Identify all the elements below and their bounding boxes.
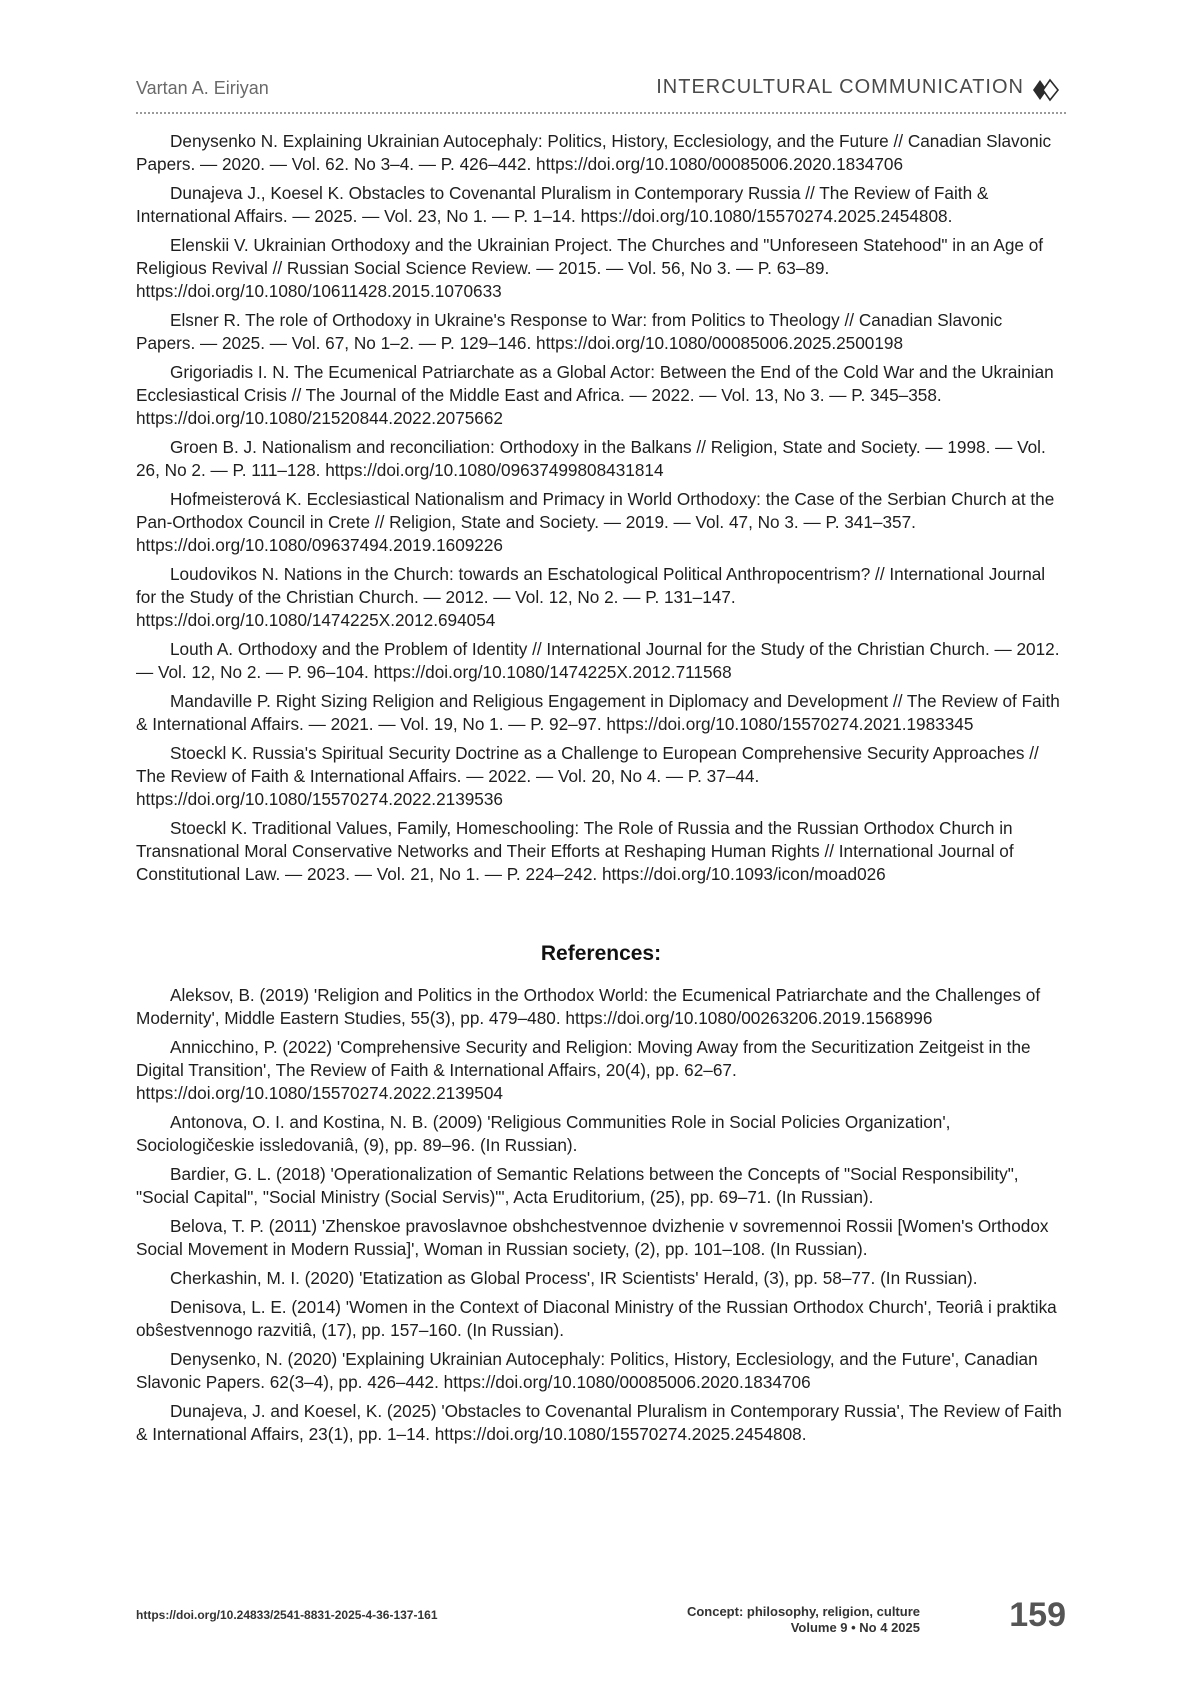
reference-entry: Dunajeva J., Koesel K. Obstacles to Covenantal Pluralism in Contemporary Russia // The Review of Faith & International Affairs. — 2025. — Vol. 23, No 1. — P. 1–14. https://doi.org/10.1080/15570274.2025.2454808. [136,183,989,226]
reference-entry: Denysenko, N. (2020) 'Explaining Ukrainian Autocephaly: Politics, History, Ecclesiology, and the Future', Canadian Slavonic Papers. 62(3–4), pp. 426–442. https://doi.org/10.1080/00085006.2020.1834706 [136,1349,1038,1392]
reference-entry: Cherkashin, M. I. (2020) 'Etatization as Global Process', IR Scientists' Herald, (3), pp. 58–77. (In Russian). [170,1268,978,1288]
references-list [136,984,1066,1446]
reference-entry: Grigoriadis I. N. The Ecumenical Patriarchate as a Global Actor: Between the End of the Cold War and the Ukrainian Ecclesiastical Crisis // The Journal of the Middle East and Africa. — 2022. — Vol. 13, No 3. — P. 345–358. https://doi.org/10.1080/21520844.2022.2075662 [136,362,1054,428]
journal-name: Concept: philosophy, religion, culture [686,1604,920,1619]
reference-entry: Hofmeisterová K. Ecclesiastical Nationalism and Primacy in World Orthodoxy: the Case of the Serbian Church at the Pan-Orthodox Council in Crete // Religion, State and Society. — 2019. — Vol. 47, No 3. — P. 341–357. https://doi.org/10.1080/09637494.2019.1609226 [136,489,1055,555]
reference-entry: Louth A. Orthodoxy and the Problem of Identity // International Journal for the Study of the Christian Church. — 2012. — Vol. 12, No 2. — P. 96–104. https://doi.org/10.1080/1474225X.2012.711568 [136,639,1060,682]
reference-entry: Denisova, L. E. (2014) 'Women in the Context of Diaconal Ministry of the Russian Orthodox Church', Teoriâ i praktika obŝestvennogo razvitiâ, (17), pp. 157–160. (In Russian). [136,1297,1057,1340]
references-heading: References: [540,942,662,965]
reference-entry: Antonova, O. I. and Kostina, N. B. (2009) 'Religious Communities Role in Social Policies Organization', Sociologičeskie issledovaniâ, (9), pp. 89–96. (In Russian). [136,1112,951,1155]
page-footer [136,1596,1066,1650]
reference-entry: Stoeckl K. Traditional Values, Family, Homeschooling: The Role of Russia and the Russian Orthodox Church in Transnational Moral Conservative Networks and Their Efforts at Reshaping Human Rights // International Journal of Constitutional Law. — 2023. — Vol. 21, No 1. — P. 224–242. https://doi.org/10.1093/icon/moad026 [136,818,1014,884]
header-divider [136,112,1066,114]
page-number: 159 [1009,1596,1066,1634]
reference-entry: Bardier, G. L. (2018) 'Operationalization of Semantic Relations between the Concepts of "Social Responsibility", "Social Capital", "Social Ministry (Social Servis)"', Acta Eruditorium, (25), pp. 69–71. (In Russian). [136,1164,1019,1207]
volume-issue: Volume 9 • No 4 2025 [790,1620,920,1635]
reference-entry: Mandaville P. Right Sizing Religion and Religious Engagement in Diplomacy and Development // The Review of Faith & International Affairs. — 2021. — Vol. 19, No 1. — P. 92–97. https://doi.org/10.1080/15570274.2021.1983345 [136,691,1060,734]
reference-entry: Annicchino, P. (2022) 'Comprehensive Security and Religion: Moving Away from the Securitization Zeitgeist in the Digital Transition', The Review of Faith & International Affairs, 20(4), pp. 62–67. https://doi.org/10.1080/15570274.2022.2139504 [136,1037,1031,1103]
reference-entry: Belova, T. P. (2011) 'Zhenskoe pravoslavnoe obshchestvennoe dvizhenie v sovremennoi Rossii [Women's Orthodox Social Movement in Modern Russia]', Woman in Russian society, (2), pp. 101–108. (In Russian). [136,1216,1049,1259]
article-doi: https://doi.org/10.24833/2541-8831-2025-4-36-137-161 [136,1608,438,1622]
reference-entry: Dunajeva, J. and Koesel, K. (2025) 'Obstacles to Covenantal Pluralism in Contemporary Russia', The Review of Faith & International Affairs, 23(1), pp. 1–14. https://doi.org/10.1080/15570274.2025.2454808. [136,1401,1062,1444]
header-author: Vartan A. Eiriyan [136,78,269,98]
reference-entry: Groen B. J. Nationalism and reconciliation: Orthodoxy in the Balkans // Religion, State and Society. — 1998. — Vol. 26, No 2. — P. 111–128. https://doi.org/10.1080/09637499808431814 [136,437,1046,480]
journal-logo-icon [1030,77,1060,103]
reference-entry: Aleksov, B. (2019) 'Religion and Politics in the Orthodox World: the Ecumenical Patriarchate and the Challenges of Modernity', Middle Eastern Studies, 55(3), pp. 479–480. https://doi.org/10.1080/00263206.2019.1568996 [136,985,1041,1028]
reference-entry: Stoeckl K. Russia's Spiritual Security Doctrine as a Challenge to European Comprehensive Security Approaches // The Review of Faith & International Affairs. — 2022. — Vol. 20, No 4. — P. 37–44. https://doi.org/10.1080/15570274.2022.2139536 [136,743,1039,809]
running-header [136,76,1066,108]
reference-entry: Denysenko N. Explaining Ukrainian Autocephaly: Politics, History, Ecclesiology, and the Future // Canadian Slavonic Papers. — 2020. — Vol. 62. No 3–4. — P. 426–442. https://doi.org/10.1080/00085006.2020.1834706 [136,131,1052,174]
header-section-title: INTERCULTURAL COMMUNICATION [656,76,1024,98]
reference-entry: Loudovikos N. Nations in the Church: towards an Eschatological Political Anthropocentrism? // International Journal for the Study of the Christian Church. — 2012. — Vol. 12, No 2. — P. 131–147. https://doi.org/10.1080/1474225X.2012.694054 [136,564,1046,630]
references-content [136,130,1066,1452]
bibliography-list [136,130,1066,886]
reference-entry: Elenskii V. Ukrainian Orthodoxy and the Ukrainian Project. The Churches and "Unforeseen Statehood" in an Age of Religious Revival // Russian Social Science Review. — 2015. — Vol. 56, No 3. — P. 63–89. https://doi.org/10.1080/10611428.2015.1070633 [136,235,1044,301]
footer-journal-info [687,1604,920,1636]
reference-entry: Elsner R. The role of Orthodoxy in Ukraine's Response to War: from Politics to Theology // Canadian Slavonic Papers. — 2025. — Vol. 67, No 1–2. — P. 129–146. https://doi.org/10.1080/00085006.2025.2500198 [136,310,1003,353]
